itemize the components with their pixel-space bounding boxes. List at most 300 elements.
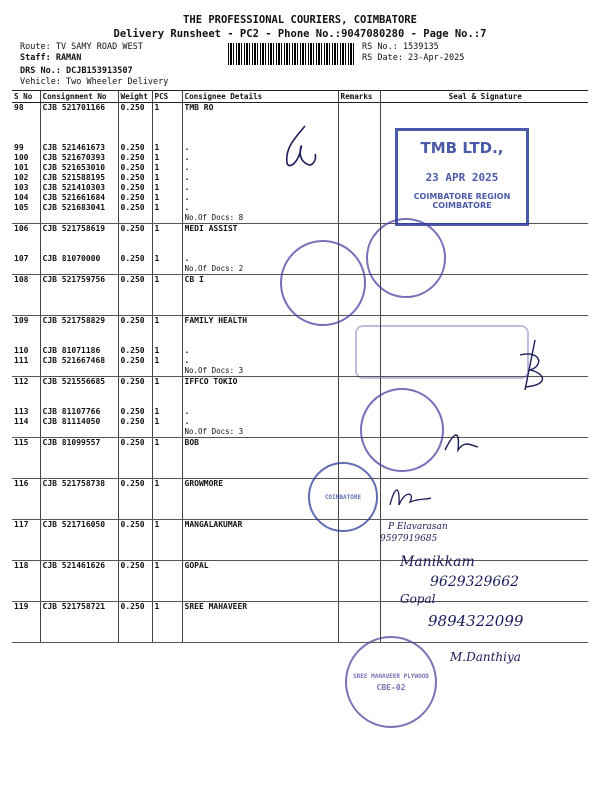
row-wt [121, 499, 152, 509]
signature-tmb [265, 118, 325, 178]
pcs-cell [152, 103, 182, 224]
spacer [121, 550, 152, 560]
row-wt: 0.250 [120, 356, 145, 365]
row-consignee: . [184, 143, 190, 152]
row-cn: CJB 521661684 [42, 193, 106, 202]
row-cn [43, 489, 118, 499]
row-pcs [155, 458, 182, 468]
spacer [43, 427, 118, 437]
row-wt [121, 448, 152, 458]
row-pcs: 1 [154, 183, 160, 192]
mahaveer-receiver-name: M.Danthiya [450, 650, 521, 664]
row-consignee [185, 326, 338, 336]
vehicle-label: Vehicle: Two Wheeler Delivery [20, 77, 169, 87]
row-cn [43, 336, 118, 346]
col-header-remarks: Remarks [338, 91, 380, 103]
sno-cell [12, 275, 40, 316]
row-consignee: . [184, 417, 190, 426]
pcs-cell [152, 438, 182, 479]
weight-cell [118, 224, 152, 275]
row-sno [14, 244, 40, 254]
row-consignee [185, 571, 338, 581]
weight-cell [118, 602, 152, 643]
row-cn [43, 612, 118, 622]
tmb-stamp-date: 23 APR 2025 [425, 171, 499, 184]
row-cn [43, 285, 118, 295]
row-sno [14, 622, 40, 632]
row-consignee [185, 397, 338, 407]
sno-cell [12, 520, 40, 561]
faded-stamp [355, 325, 529, 379]
row-pcs [155, 530, 182, 540]
row-cn [43, 244, 118, 254]
consignment-cell [40, 377, 118, 438]
row-wt [121, 387, 152, 397]
weight-cell [118, 479, 152, 520]
row-cn: CJB 521716050 [42, 520, 106, 529]
row-sno: 100 [14, 153, 29, 162]
row-sno: 105 [14, 203, 29, 212]
spacer [14, 264, 40, 274]
row-cn [43, 530, 118, 540]
row-wt: 0.250 [120, 183, 145, 192]
row-wt [121, 489, 152, 499]
row-cn [43, 499, 118, 509]
row-sno: 104 [14, 193, 29, 202]
row-pcs: 1 [154, 163, 160, 172]
coimbatore-stamp: COIMBATORE [308, 462, 378, 532]
row-sno: 109 [14, 316, 29, 325]
row-wt [121, 458, 152, 468]
row-pcs: 1 [154, 377, 160, 386]
row-wt [121, 244, 152, 254]
pcs-cell [152, 224, 182, 275]
spacer [155, 591, 182, 601]
mangalakumar-receiver-name: Manikkam [400, 554, 475, 570]
tmb-stamp-region: COIMBATORE REGION [413, 192, 511, 201]
docs-count: No.Of Docs: 3 [184, 366, 244, 375]
row-cn: CJB 81099557 [42, 438, 101, 447]
col-header-sno: S No [12, 91, 40, 103]
table-row-group [12, 438, 588, 479]
spacer [155, 264, 182, 274]
pcs-cell [152, 316, 182, 377]
spacer [43, 305, 118, 315]
row-sno: 102 [14, 173, 29, 182]
growmore-receiver-phone: 9597919685 [380, 534, 438, 544]
gopal-receiver-phone: 9894322099 [428, 612, 524, 630]
spacer [121, 427, 152, 437]
row-pcs: 1 [154, 438, 160, 447]
row-sno [14, 581, 40, 591]
staff-label: Staff: RAMAN [20, 53, 82, 63]
row-wt: 0.250 [120, 346, 145, 355]
row-pcs: 1 [154, 153, 160, 162]
remarks-cell [338, 561, 380, 602]
spacer [155, 366, 182, 376]
row-cn: CJB 521758619 [42, 224, 106, 233]
spacer [121, 366, 152, 376]
weight-cell [118, 275, 152, 316]
weight-cell [118, 316, 152, 377]
row-pcs: 1 [154, 193, 160, 202]
row-consignee: GOPAL [184, 561, 209, 570]
row-wt: 0.250 [120, 438, 145, 447]
row-consignee: . [184, 203, 190, 212]
spacer [43, 366, 118, 376]
row-cn [43, 113, 118, 123]
row-consignee: . [184, 193, 190, 202]
row-pcs: 1 [154, 356, 160, 365]
row-consignee: MEDI ASSIST [184, 224, 238, 233]
consignment-cell [40, 479, 118, 520]
gopal-receiver-name: Gopal [400, 592, 436, 606]
row-sno: 108 [14, 275, 29, 284]
row-consignee: MANGALAKUMAR [184, 520, 243, 529]
row-wt: 0.250 [120, 254, 145, 263]
row-wt [121, 123, 152, 133]
row-cn [43, 295, 118, 305]
weight-cell [118, 377, 152, 438]
round-seal-stamp [360, 388, 444, 472]
row-consignee: . [184, 163, 190, 172]
table-row-group [12, 479, 588, 520]
row-pcs [155, 285, 182, 295]
spacer [121, 213, 152, 223]
row-pcs [155, 123, 182, 133]
row-sno [14, 113, 40, 123]
row-pcs: 1 [154, 346, 160, 355]
row-wt: 0.250 [120, 407, 145, 416]
row-consignee [185, 387, 338, 397]
consignee-cell [182, 561, 338, 602]
spacer [121, 468, 152, 478]
row-sno [14, 540, 40, 550]
row-cn: CJB 521758721 [42, 602, 106, 611]
row-sno: 113 [14, 407, 29, 416]
row-wt: 0.250 [120, 153, 145, 162]
row-sno [14, 458, 40, 468]
row-sno [14, 234, 40, 244]
plywood-stamp [345, 636, 437, 728]
docs-count [185, 591, 338, 601]
consignee-cell [182, 602, 338, 643]
row-consignee: CB I [184, 275, 204, 284]
row-cn: CJB 521461626 [42, 561, 106, 570]
row-cn: CJB 81071186 [42, 346, 101, 355]
row-pcs: 1 [154, 602, 160, 611]
consignee-cell [182, 377, 338, 438]
row-pcs: 1 [154, 254, 160, 263]
table-row-group [12, 520, 588, 561]
row-wt: 0.250 [120, 479, 145, 488]
sno-cell [12, 602, 40, 643]
row-consignee [185, 458, 338, 468]
row-consignee: . [184, 153, 190, 162]
row-consignee [185, 448, 338, 458]
barcode [228, 43, 354, 65]
row-pcs: 1 [154, 479, 160, 488]
tmb-stamp-name: TMB LTD., [420, 139, 504, 157]
row-cn: CJB 521461673 [42, 143, 106, 152]
row-cn: CJB 521670393 [42, 153, 106, 162]
row-sno [14, 336, 40, 346]
spacer [43, 509, 118, 519]
consignment-cell [40, 520, 118, 561]
row-cn: CJB 521667468 [42, 356, 106, 365]
row-cn: CJB 521701166 [42, 103, 106, 112]
row-pcs: 1 [154, 417, 160, 426]
row-cn: CJB 521588195 [42, 173, 106, 182]
row-pcs [155, 326, 182, 336]
row-pcs [155, 336, 182, 346]
col-header-seal: Seal & Signature [380, 91, 588, 103]
row-wt [121, 326, 152, 336]
spacer [121, 591, 152, 601]
docs-count: No.Of Docs: 3 [184, 427, 244, 436]
table-row-group [12, 377, 588, 438]
spacer [43, 264, 118, 274]
spacer [14, 509, 40, 519]
row-wt [121, 336, 152, 346]
row-pcs [155, 612, 182, 622]
row-wt: 0.250 [120, 163, 145, 172]
spacer [121, 305, 152, 315]
row-sno: 111 [14, 356, 29, 365]
row-wt: 0.250 [120, 417, 145, 426]
row-cn [43, 133, 118, 143]
row-wt [121, 530, 152, 540]
row-sno: 118 [14, 561, 29, 570]
docs-count [185, 550, 338, 560]
round-seal-stamp [280, 240, 366, 326]
pcs-cell [152, 602, 182, 643]
row-cn: CJB 521683041 [42, 203, 106, 212]
row-cn [43, 581, 118, 591]
row-wt: 0.250 [120, 561, 145, 570]
spacer [14, 591, 40, 601]
row-sno: 117 [14, 520, 29, 529]
row-consignee: FAMILY HEALTH [184, 316, 248, 325]
pcs-cell [152, 479, 182, 520]
row-pcs [155, 244, 182, 254]
row-pcs [155, 295, 182, 305]
row-sno: 116 [14, 479, 29, 488]
row-cn [43, 123, 118, 133]
docs-count: No.Of Docs: 2 [184, 264, 244, 273]
spacer [14, 427, 40, 437]
row-pcs [155, 571, 182, 581]
row-pcs [155, 387, 182, 397]
row-sno [14, 571, 40, 581]
row-consignee [185, 336, 338, 346]
weight-cell [118, 438, 152, 479]
row-wt: 0.250 [120, 203, 145, 212]
row-pcs: 1 [154, 561, 160, 570]
signature-bob [385, 480, 435, 510]
row-consignee [185, 530, 338, 540]
row-wt [121, 133, 152, 143]
consignment-cell [40, 103, 118, 224]
row-cn [43, 397, 118, 407]
row-consignee: . [184, 356, 190, 365]
sno-cell [12, 316, 40, 377]
row-pcs [155, 499, 182, 509]
spacer [43, 591, 118, 601]
sno-cell [12, 103, 40, 224]
sno-cell [12, 479, 40, 520]
growmore-receiver-name: P Elavarasan [388, 522, 448, 532]
pcs-cell [152, 377, 182, 438]
sno-cell [12, 561, 40, 602]
row-consignee [185, 581, 338, 591]
consignee-cell [182, 438, 338, 479]
row-consignee: . [184, 173, 190, 182]
row-wt [121, 540, 152, 550]
spacer [14, 305, 40, 315]
spacer [155, 427, 182, 437]
row-cn [43, 387, 118, 397]
row-sno: 101 [14, 163, 29, 172]
row-cn [43, 622, 118, 632]
tmb-stamp [395, 128, 529, 226]
spacer [121, 632, 152, 642]
plywood-stamp-name: SREE MAHAVEER PLYWOOD [353, 672, 429, 680]
row-wt: 0.250 [120, 520, 145, 529]
row-cn: CJB 521758829 [42, 316, 106, 325]
spacer [43, 468, 118, 478]
row-cn: CJB 521759756 [42, 275, 106, 284]
spacer [14, 468, 40, 478]
weight-cell [118, 520, 152, 561]
row-pcs [155, 489, 182, 499]
row-pcs [155, 540, 182, 550]
row-sno [14, 295, 40, 305]
row-cn [43, 234, 118, 244]
runsheet-subtitle: Delivery Runsheet - PC2 - Phone No.:9047080280 - Page No.:7 [113, 28, 487, 40]
row-sno: 99 [14, 143, 24, 152]
row-consignee [185, 622, 338, 632]
row-wt [121, 622, 152, 632]
weight-cell [118, 103, 152, 224]
row-pcs [155, 113, 182, 123]
row-wt [121, 581, 152, 591]
row-sno [14, 397, 40, 407]
docs-count: No.Of Docs: 8 [184, 213, 244, 222]
row-pcs [155, 622, 182, 632]
spacer [155, 632, 182, 642]
row-sno [14, 123, 40, 133]
mangalakumar-receiver-phone: 9629329662 [430, 574, 520, 590]
pcs-cell [152, 275, 182, 316]
row-pcs: 1 [154, 143, 160, 152]
row-sno [14, 448, 40, 458]
row-consignee: IFFCO TOKIO [184, 377, 238, 386]
row-sno [14, 612, 40, 622]
row-pcs: 1 [154, 316, 160, 325]
row-pcs: 1 [154, 173, 160, 182]
row-cn [43, 540, 118, 550]
row-pcs [155, 133, 182, 143]
sno-cell [12, 224, 40, 275]
spacer [14, 632, 40, 642]
spacer [43, 213, 118, 223]
row-sno [14, 530, 40, 540]
row-consignee [185, 612, 338, 622]
spacer [43, 550, 118, 560]
consignment-cell [40, 561, 118, 602]
row-sno: 103 [14, 183, 29, 192]
col-header-weight: Weight [118, 91, 152, 103]
row-pcs [155, 448, 182, 458]
row-sno: 115 [14, 438, 29, 447]
plywood-stamp-code: CBE-02 [376, 682, 406, 692]
docs-count [185, 632, 338, 642]
row-pcs [155, 581, 182, 591]
row-wt: 0.250 [120, 224, 145, 233]
row-sno: 98 [14, 103, 24, 112]
row-wt: 0.250 [120, 143, 145, 152]
tmb-stamp-city: COIMBATORE [432, 201, 492, 210]
spacer [155, 213, 182, 223]
spacer [121, 264, 152, 274]
row-wt: 0.250 [120, 275, 145, 284]
row-wt [121, 571, 152, 581]
col-header-pcs: PCS [152, 91, 182, 103]
row-consignee: TMB RO [184, 103, 214, 112]
row-wt: 0.250 [120, 377, 145, 386]
row-cn: CJB 521653010 [42, 163, 106, 172]
row-wt: 0.250 [120, 602, 145, 611]
row-sno: 114 [14, 417, 29, 426]
row-consignee: . [184, 346, 190, 355]
row-sno: 107 [14, 254, 29, 263]
row-cn: CJB 81107766 [42, 407, 101, 416]
row-cn: CJB 81070000 [42, 254, 101, 263]
table-header-row [12, 91, 588, 103]
rs-number: RS No.: 1539135 [362, 42, 439, 52]
row-cn [43, 448, 118, 458]
sno-cell [12, 438, 40, 479]
spacer [155, 550, 182, 560]
pcs-cell [152, 520, 182, 561]
consignment-cell [40, 438, 118, 479]
spacer [155, 468, 182, 478]
row-cn: CJB 521758738 [42, 479, 106, 488]
row-sno: 119 [14, 602, 29, 611]
row-sno: 106 [14, 224, 29, 233]
row-wt [121, 397, 152, 407]
weight-cell [118, 561, 152, 602]
row-consignee: BOB [184, 438, 199, 447]
pcs-cell [152, 561, 182, 602]
route-label: Route: TV SAMY ROAD WEST [20, 42, 143, 52]
round-seal-stamp [366, 218, 446, 298]
col-header-consignee: Consignee Details [182, 91, 338, 103]
row-wt: 0.250 [120, 173, 145, 182]
row-pcs: 1 [154, 103, 160, 112]
sno-cell [12, 377, 40, 438]
row-wt [121, 285, 152, 295]
row-wt: 0.250 [120, 193, 145, 202]
remarks-cell [338, 602, 380, 643]
row-consignee: . [184, 183, 190, 192]
row-cn [43, 571, 118, 581]
row-pcs: 1 [154, 224, 160, 233]
consignment-cell [40, 316, 118, 377]
row-sno [14, 387, 40, 397]
spacer [155, 305, 182, 315]
